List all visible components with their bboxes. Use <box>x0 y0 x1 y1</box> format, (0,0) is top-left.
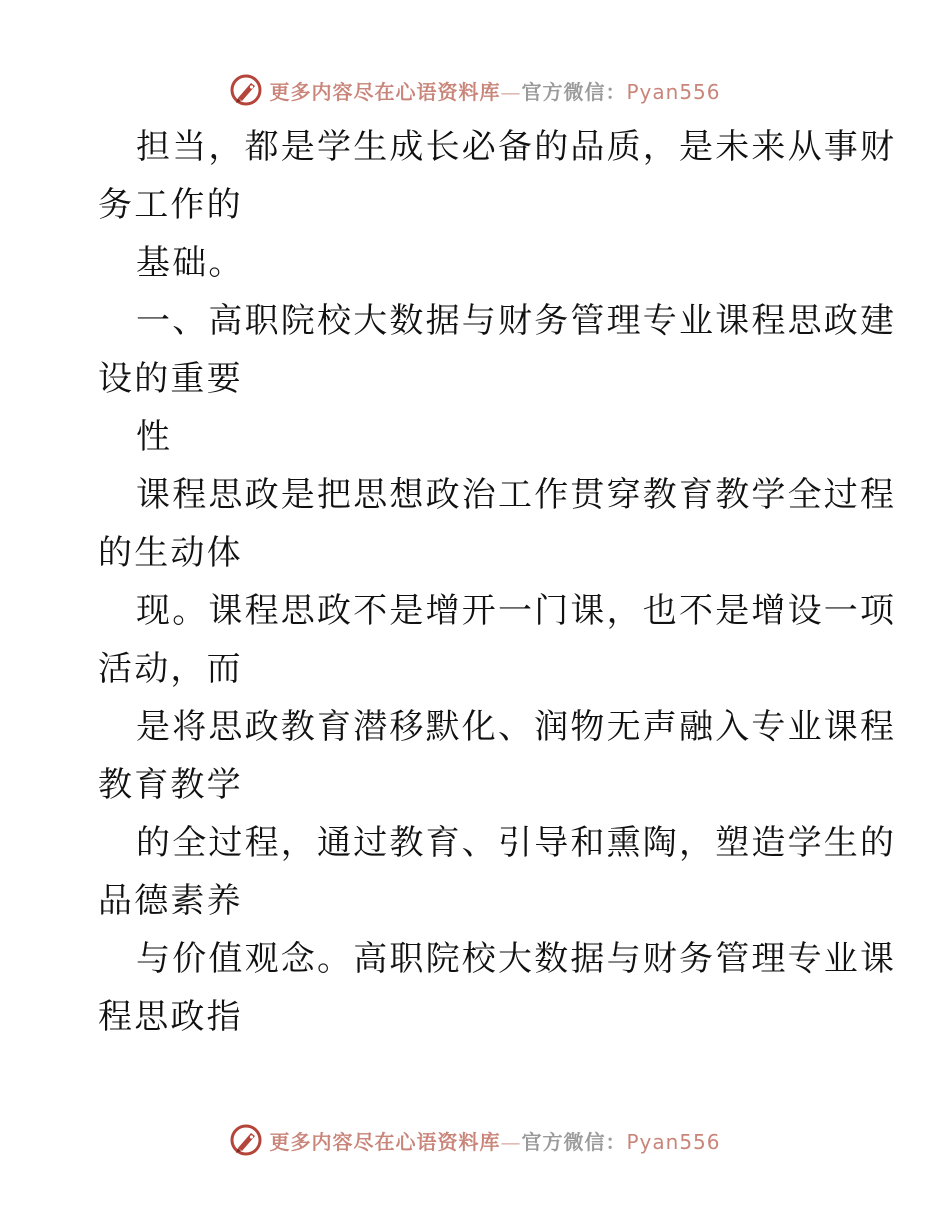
watermark-main: 更多内容尽在心语资料库 <box>269 79 501 104</box>
watermark-dash: — <box>500 1129 522 1154</box>
watermark-id: Pyan556 <box>626 1129 721 1154</box>
pen-logo-icon <box>229 1123 263 1157</box>
text-line: 教育教学 <box>98 765 243 805</box>
text-line: 活动，而 <box>98 649 243 689</box>
header-watermark <box>0 70 950 110</box>
text-line: 现。课程思政不是增开一门课，也不是增设一项 <box>136 591 897 631</box>
text-line: 与价值观念。高职院校大数据与财务管理专业课 <box>136 939 897 979</box>
text-line: 基础。 <box>136 243 245 283</box>
watermark-text <box>269 76 720 105</box>
section-heading-line: 设的重要 <box>98 359 243 399</box>
text-line: 课程思政是把思想政治工作贯穿教育教学全过程 <box>136 475 897 515</box>
section-heading-line: 一、高职院校大数据与财务管理专业课程思政建 <box>136 301 897 341</box>
watermark-id: Pyan556 <box>626 79 721 104</box>
document-body <box>98 118 897 1046</box>
text-line: 是将思政教育潜移默化、润物无声融入专业课程 <box>136 707 897 747</box>
text-line: 担当，都是学生成长必备的品质，是未来从事财 <box>136 127 897 167</box>
watermark-text <box>269 1126 720 1155</box>
watermark-dash: — <box>500 79 522 104</box>
text-line: 程思政指 <box>98 997 243 1037</box>
text-line: 的生动体 <box>98 533 243 573</box>
text-line: 品德素养 <box>98 881 243 921</box>
footer-watermark <box>0 1120 950 1160</box>
watermark-label: 官方微信： <box>521 1129 627 1154</box>
section-heading-line: 性 <box>136 417 173 457</box>
watermark-label: 官方微信： <box>521 79 627 104</box>
text-line: 的全过程，通过教育、引导和熏陶，塑造学生的 <box>136 823 897 863</box>
watermark-main: 更多内容尽在心语资料库 <box>269 1129 501 1154</box>
text-line: 务工作的 <box>98 185 243 225</box>
pen-logo-icon <box>229 73 263 107</box>
